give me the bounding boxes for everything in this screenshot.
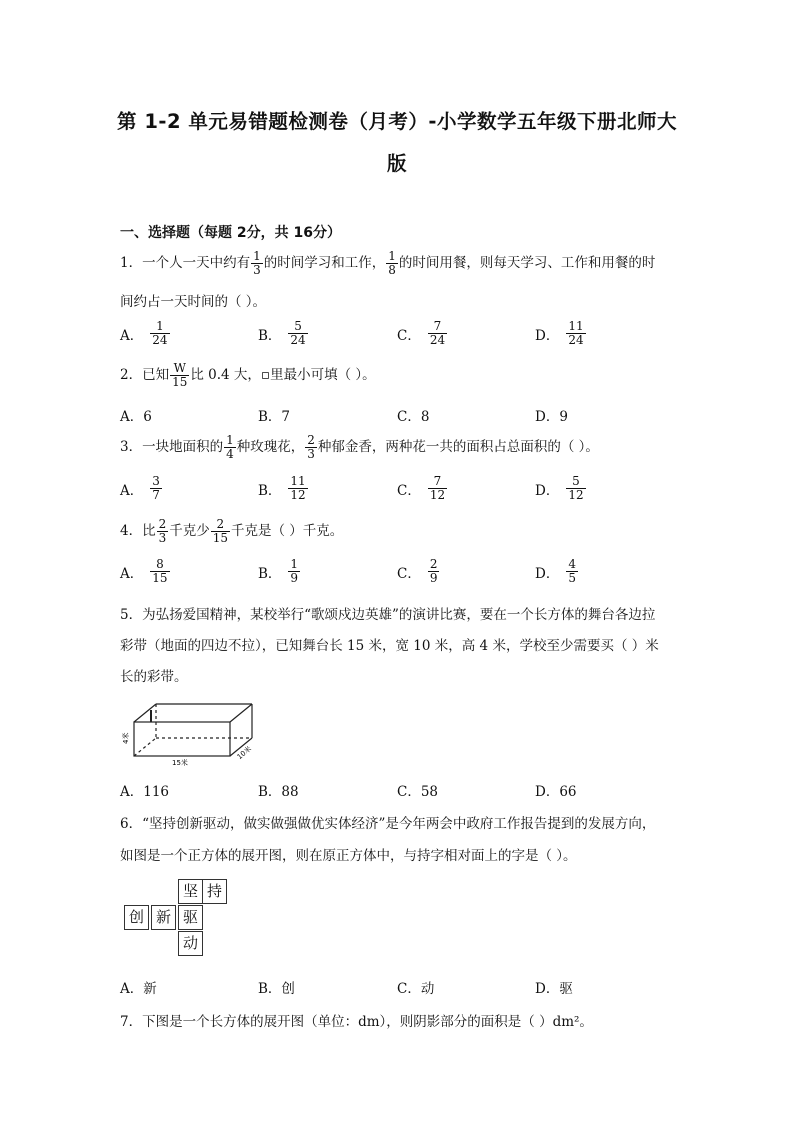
question-1-cont: 间约占一天时间的（ ）。 [120, 294, 267, 310]
question-1: 1．一个人一天中约有 $\frac{1}{3}$ 的时间学习和工作， $\frac{1}{8}$ 的时间用餐，则每天学习、工作和用餐的时 [120, 249, 656, 277]
question-5: 5．为弘扬爱国精神，某校举行“歌颂戍边英雄”的演讲比赛，要在一个长方体的舞台各边拉 [120, 607, 656, 623]
q4-option-b[interactable]: B． $\frac{1}{9}$ [258, 557, 299, 585]
question-5-cont: 彩带（地面的四边不拉），已知舞台长 15 米，宽 10 米，高 4 米，学校至少需要买（ ）米 [120, 638, 659, 654]
fraction: $\frac{2}{3}$ [307, 433, 315, 461]
q1-option-d[interactable]: D． $\frac{11}{24}$ [535, 319, 584, 347]
net-cell: 坚 [178, 879, 203, 904]
question-2: 2．已知 $\frac{W}{15}$ 比 0.4 大，▫里最小可填（ ）。 [120, 361, 376, 389]
q4-option-c[interactable]: C． $\frac{2}{9}$ [397, 557, 438, 585]
question-7: 7．下图是一个长方体的展开图（单位：dm），则阴影部分的面积是（ ）dm²。 [120, 1014, 593, 1030]
q1-option-a[interactable]: A． $\frac{1}{24}$ [120, 319, 168, 347]
width-label: 10米 [235, 744, 253, 762]
q3-option-b[interactable]: B． $\frac{11}{12}$ [258, 474, 306, 502]
section-heading: 一、选择题（每题 2分，共 16分） [120, 225, 341, 241]
q3-option-c[interactable]: C． $\frac{7}{12}$ [397, 474, 446, 502]
page-title: 第 1-2 单元易错题检测卷（月考）-小学数学五年级下册北师大 [117, 110, 677, 133]
q1-option-c[interactable]: C． $\frac{7}{24}$ [397, 319, 446, 347]
fraction: $\frac{W}{15}$ [172, 361, 188, 389]
q5-option-b[interactable]: B．88 [258, 784, 299, 800]
q2-option-b[interactable]: B．7 [258, 409, 291, 425]
q5-option-a[interactable]: A．116 [120, 784, 170, 800]
fraction: $\frac{2}{15}$ [212, 517, 229, 545]
q1-option-b[interactable]: B． $\frac{5}{24}$ [258, 319, 306, 347]
fraction: $\frac{2}{3}$ [158, 517, 167, 545]
q4-option-d[interactable]: D． $\frac{4}{5}$ [535, 557, 576, 585]
q6-option-b[interactable]: B．创 [258, 981, 295, 997]
length-label: 15米 [172, 759, 188, 767]
question-6: 6．“坚持创新驱动，做实做强做优实体经济”是今年两会中政府工作报告提到的发展方向， [120, 816, 656, 832]
net-cell: 创 [124, 905, 149, 930]
q6-option-d[interactable]: D．驱 [535, 981, 573, 997]
question-6-cont: 如图是一个正方体的展开图，则在原正方体中，与持字相对面上的字是（ ）。 [120, 848, 577, 864]
fraction: $\frac{1}{8}$ [388, 249, 396, 277]
fraction: $\frac{1}{4}$ [226, 433, 234, 461]
question-5-cont2: 长的彩带。 [120, 669, 188, 685]
q3-option-d[interactable]: D． $\frac{5}{12}$ [535, 474, 584, 502]
fraction: $\frac{1}{3}$ [253, 249, 261, 277]
cuboid-figure [118, 700, 258, 772]
page-title-cont: 版 [386, 152, 407, 175]
question-4: 4．比 $\frac{2}{3}$ 千克少 $\frac{2}{15}$ 千克是（ ）千克。 [120, 517, 344, 545]
q5-option-d[interactable]: D．66 [535, 784, 577, 800]
q5-option-c[interactable]: C．58 [397, 784, 439, 800]
q2-option-d[interactable]: D．9 [535, 409, 568, 425]
q6-option-a[interactable]: A．新 [120, 981, 157, 997]
net-cell: 持 [202, 879, 227, 904]
cube-net-figure [124, 879, 234, 957]
q2-option-c[interactable]: C．8 [397, 409, 430, 425]
question-3: 3．一块地面积的 $\frac{1}{4}$ 种玫瑰花， $\frac{2}{3}$ 种郁金香，两种花一共的面积占总面积的（ ）。 [120, 433, 599, 461]
net-cell: 驱 [178, 905, 203, 930]
height-label: 4米 [122, 732, 130, 744]
net-cell: 新 [151, 905, 176, 930]
q4-option-a[interactable]: A． $\frac{8}{15}$ [120, 557, 168, 585]
q3-option-a[interactable]: A． $\frac{3}{7}$ [120, 474, 160, 502]
q6-option-c[interactable]: C．动 [397, 981, 435, 997]
q2-option-a[interactable]: A．6 [120, 409, 152, 425]
net-cell: 动 [178, 931, 203, 956]
